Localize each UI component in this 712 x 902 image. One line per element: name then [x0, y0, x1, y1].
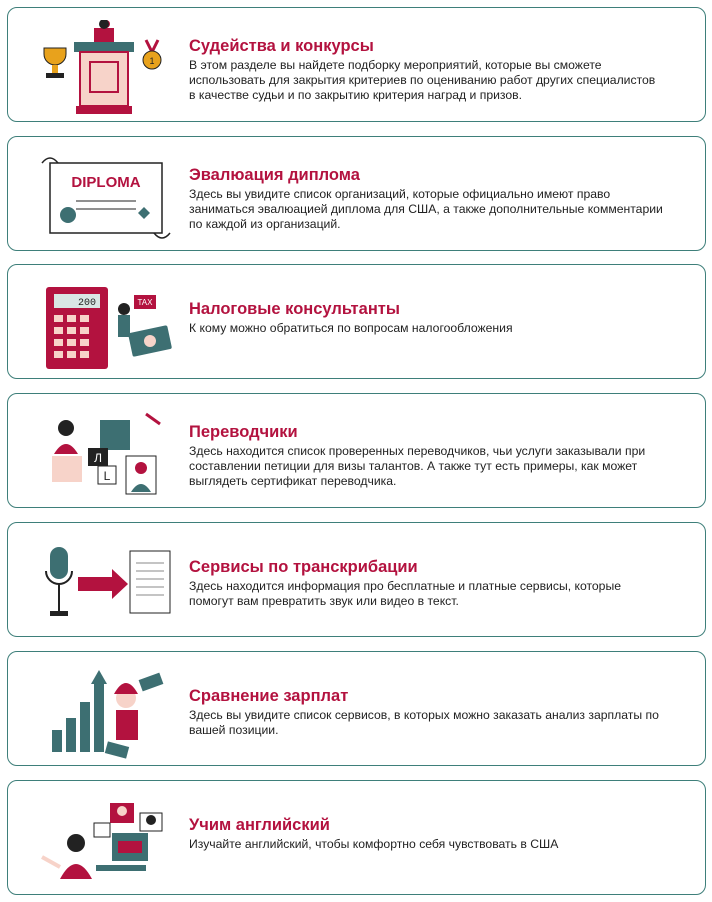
card-tax-consultants[interactable]: [7, 264, 706, 379]
card-description: Здесь находится информация про бесплатные и платные сервисы, которые помогут вам превратить звук или видео в текст.: [189, 579, 621, 608]
card-diploma-evaluation[interactable]: [7, 136, 706, 251]
card-learn-english[interactable]: [7, 780, 706, 895]
calc-display: 200: [77, 298, 96, 309]
cyrillic-letter-card: Л: [94, 451, 102, 465]
tax-sign-label: TAX: [137, 298, 153, 307]
card-description: В этом разделе вы найдете подборку мероприятий, которые вы сможете использовать для закрытия критериев по оцениванию работ других специалистов в качестве судьи и по закрытию критерия наград и призов.: [189, 58, 656, 102]
card-description: Здесь вы увидите список сервисов, в которых можно заказать анализ зарплаты по вашей позиции.: [189, 708, 659, 737]
diploma-label: DIPLOMA: [71, 174, 141, 191]
card-description: Здесь находится список проверенных переводчиков, чьи услуги заказывали при составлении петиции для визы талантов. А также тут есть примеры, как может выглядеть сертификат переводчика.: [189, 444, 646, 488]
card-title: Эвалюация диплома: [189, 166, 360, 184]
diploma-icon: [36, 149, 176, 245]
card-description: К кому можно обратиться по вопросам налогообложения: [189, 321, 513, 335]
latin-letter-card: L: [103, 469, 111, 483]
card-description: Изучайте английский, чтобы комфортно себя чувствовать в США: [189, 837, 559, 851]
card-salary-comparison[interactable]: [7, 651, 706, 766]
card-title: Переводчики: [189, 423, 298, 441]
card-title: Учим английский: [189, 816, 330, 834]
tax-calculator-icon: [36, 277, 176, 373]
card-title: Сравнение зарплат: [189, 687, 349, 705]
card-description: Здесь вы увидите список организаций, которые официально имеют право заниматься эвалюацией диплома для США, а также дополнительные комментарии по каждой из организаций.: [189, 187, 663, 231]
translators-icon: [36, 406, 176, 502]
card-title: Налоговые консультанты: [189, 300, 400, 318]
card-translators[interactable]: [7, 393, 706, 508]
salary-chart-icon: [36, 664, 176, 760]
online-english-class-icon: [36, 793, 176, 889]
card-judging[interactable]: [7, 7, 706, 122]
svg-text:1: 1: [149, 56, 155, 66]
card-title: Сервисы по транскрибации: [189, 558, 418, 576]
card-title: Судейства и конкурсы: [189, 37, 374, 55]
microphone-to-text-icon: [36, 535, 176, 631]
judge-podium-icon: [36, 20, 176, 116]
card-transcription[interactable]: [7, 522, 706, 637]
